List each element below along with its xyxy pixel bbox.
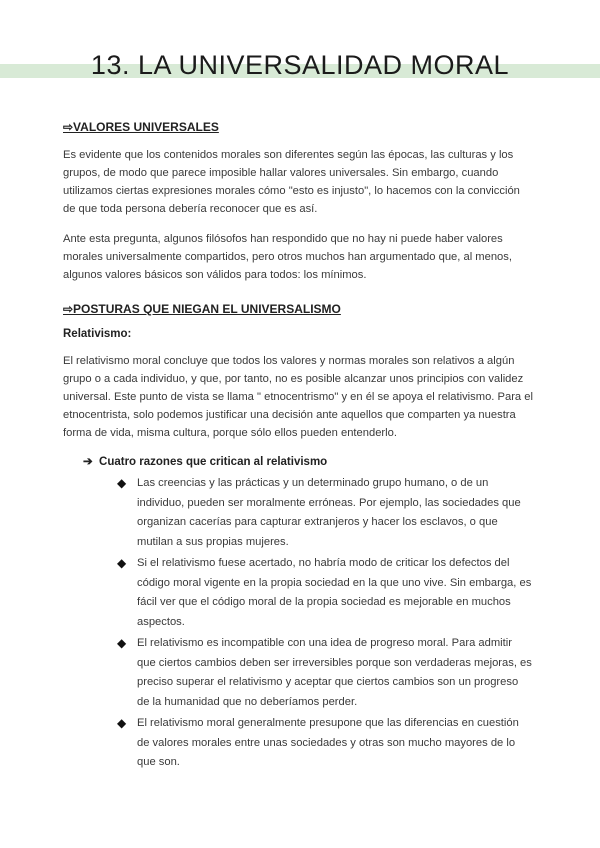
document-body: [63, 120, 533, 775]
list-item: [117, 714, 533, 773]
section-heading-posturas: ⇨POSTURAS QUE NIEGAN EL UNIVERSALISMO: [63, 302, 341, 316]
list-item: [117, 634, 533, 712]
list-item: [117, 554, 533, 632]
list-item-text: Si el relativismo fuese acertado, no habría modo de criticar los defectos del código moral vigente en la propia sociedad en la que uno vive. Sin embarga, es fácil ver que el código moral de la propia sociedad es mejorable en muchos aspectos.: [137, 557, 532, 628]
list-item-text: Las creencias y las prácticas y un determinado grupo humano, o de un individuo, pueden ser moralmente erróneas. Por ejemplo, las sociedades que organizan cacerías para capturar extranjeros y hacer los esclavos, o que mutilan a sus propias mujeres.: [137, 477, 521, 548]
paragraph: Ante esta pregunta, algunos filósofos han respondido que no hay ni puede haber valores morales universalmente compartidos, pero otros muchos han argumentado que, al menos, algunos valores básicos son válidos para todos: los mínimos.: [63, 233, 512, 281]
reasons-list: [63, 474, 533, 773]
page-title: 13. LA UNIVERSALIDAD MORAL: [90, 50, 510, 80]
list-item: [117, 474, 533, 552]
paragraph: El relativismo moral concluye que todos los valores y normas morales son relativos a algún grupo o a cada individuo, y que, por tanto, no es posible alcanzar unos principios con validez universal. Este punto de vista se llama " etnocentrismo" y en él se apoya el relativismo. Para el etnocentrista, solo podemos justificar una decisión ante aquellos que comparten ya nuestra forma de vida, misma cultura, porque sólo ellos pueden entenderlo.: [63, 355, 533, 439]
arrow-right-icon: ➔: [83, 456, 93, 468]
diamond-bullet-icon: ◆: [117, 716, 127, 730]
diamond-bullet-icon: ◆: [117, 476, 127, 490]
list-item-text: El relativismo es incompatible con una idea de progreso moral. Para admitir que ciertos cambios deben ser irreversibles porque son verdaderas mejoras, es preciso superar el relativismo y aceptar que ciertos cambios son un progreso de la humanidad que no deberíamos perder.: [137, 637, 532, 708]
list-item-text: El relativismo moral generalmente presupone que las diferencias en cuestión de valores morales entre unas sociedades y otras son mucho mayores de lo que son.: [137, 717, 519, 768]
arrow-list-item: [83, 454, 533, 468]
subheading-relativismo: Relativismo:: [63, 328, 132, 340]
section-heading-valores: ⇨VALORES UNIVERSALES: [63, 120, 219, 134]
arrow-list-item-label: Cuatro razones que critican al relativismo: [99, 456, 328, 468]
diamond-bullet-icon: ◆: [117, 556, 127, 570]
diamond-bullet-icon: ◆: [117, 636, 127, 650]
paragraph: Es evidente que los contenidos morales son diferentes según las épocas, las culturas y los grupos, de modo que parece imposible hallar valores universales. Sin embargo, cuando utilizamos ciertas expresiones morales cómo "esto es injusto", lo hacemos con la convicción de que toda persona debería reconocer que es así.: [63, 149, 520, 215]
